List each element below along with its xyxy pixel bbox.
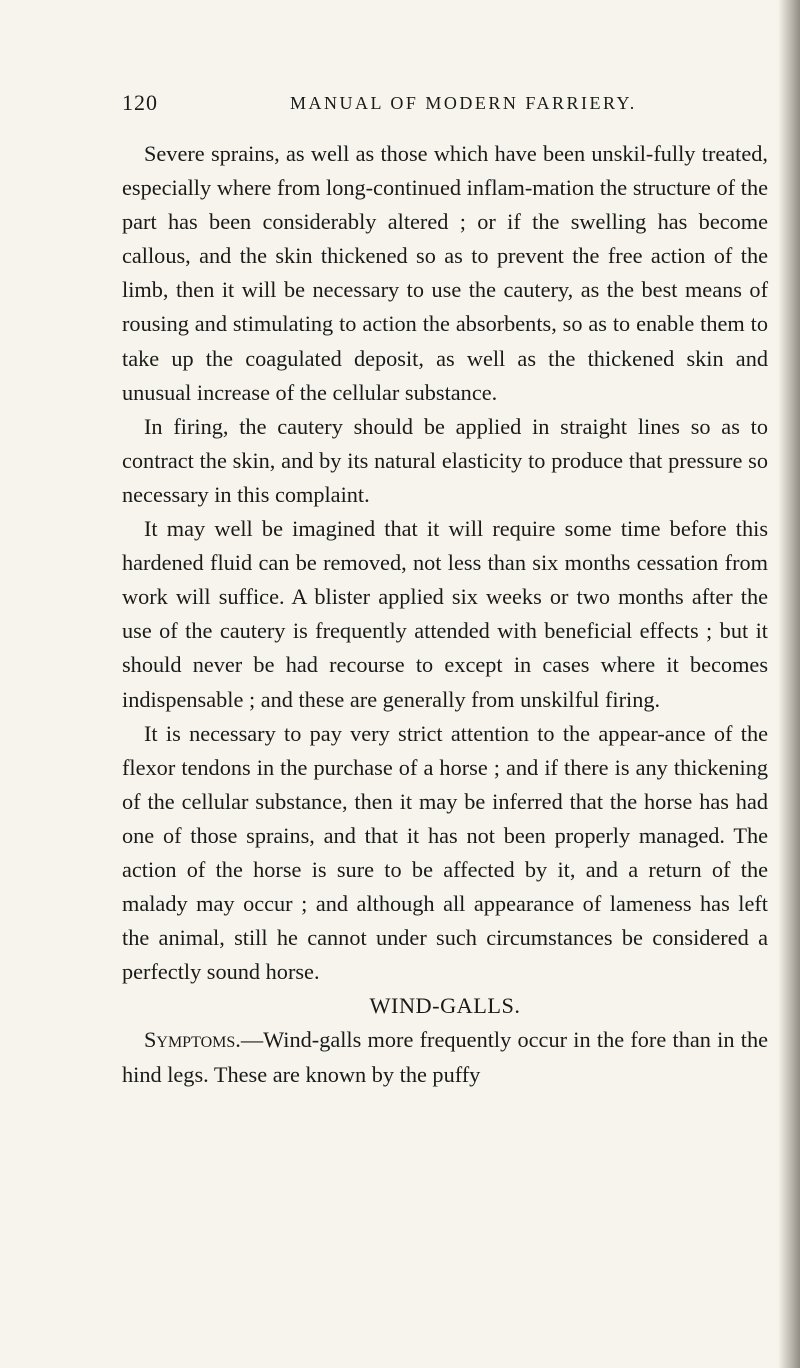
symptoms-label: Symptoms.: [144, 1027, 241, 1053]
paragraph-firing: In firing, the cautery should be applied in straight lines so as to contract the skin, and by its natural elasticity to produce that pressure so necessary in this complaint.: [122, 413, 768, 507]
paragraph-purchase-advice: It is necessary to pay very strict attention to the appear-ance of the flexor tendons in the purchase of a horse ; and if there is any thickening of the cellular substance, then it may be inferred that the horse has had one of those sprains, and that it has not been properly managed. The action of the horse is sure to be affected by it, and a return of the malady may occur ; and although all appearance of lameness has left the animal, still he cannot under such circumstances be considered a perfectly sound horse.: [122, 720, 768, 985]
body-text: [122, 137, 768, 1092]
page-number: 120: [122, 90, 158, 115]
page-edge-shadow: [778, 0, 800, 1368]
paragraph-symptoms: [122, 1023, 768, 1091]
running-head: MANUAL OF MODERN FARRIERY.: [290, 93, 637, 113]
paragraph-recovery-time: It may well be imagined that it will require some time before this hardened fluid can be removed, not less than six months cessation from work will suffice. A blister applied six weeks or two months after the use of the cautery is frequently attended with beneficial effects ; but it should never be had recourse to except in cases where it becomes indispensable ; and these are generally from unskilful firing.: [122, 516, 768, 712]
paragraph-severe-sprains: Severe sprains, as well as those which have been unskil-fully treated, especially where from long-continued inflam-mation the structure of the part has been considerably altered ; or if the swelling has become callous, and the skin thickened so as to prevent the free action of the limb, then it will be necessary to use the cautery, as the best means of rousing and stimulating to action the absorbents, so as to enable them to take up the coagulated deposit, as well as the thickened skin and unusual increase of the cellular substance.: [122, 141, 768, 405]
symptoms-text: —Wind-galls more frequently occur in the fore than in the hind legs. These are known by the puffy: [122, 1027, 768, 1087]
section-heading-wind-galls: WIND-GALLS.: [369, 993, 521, 1019]
